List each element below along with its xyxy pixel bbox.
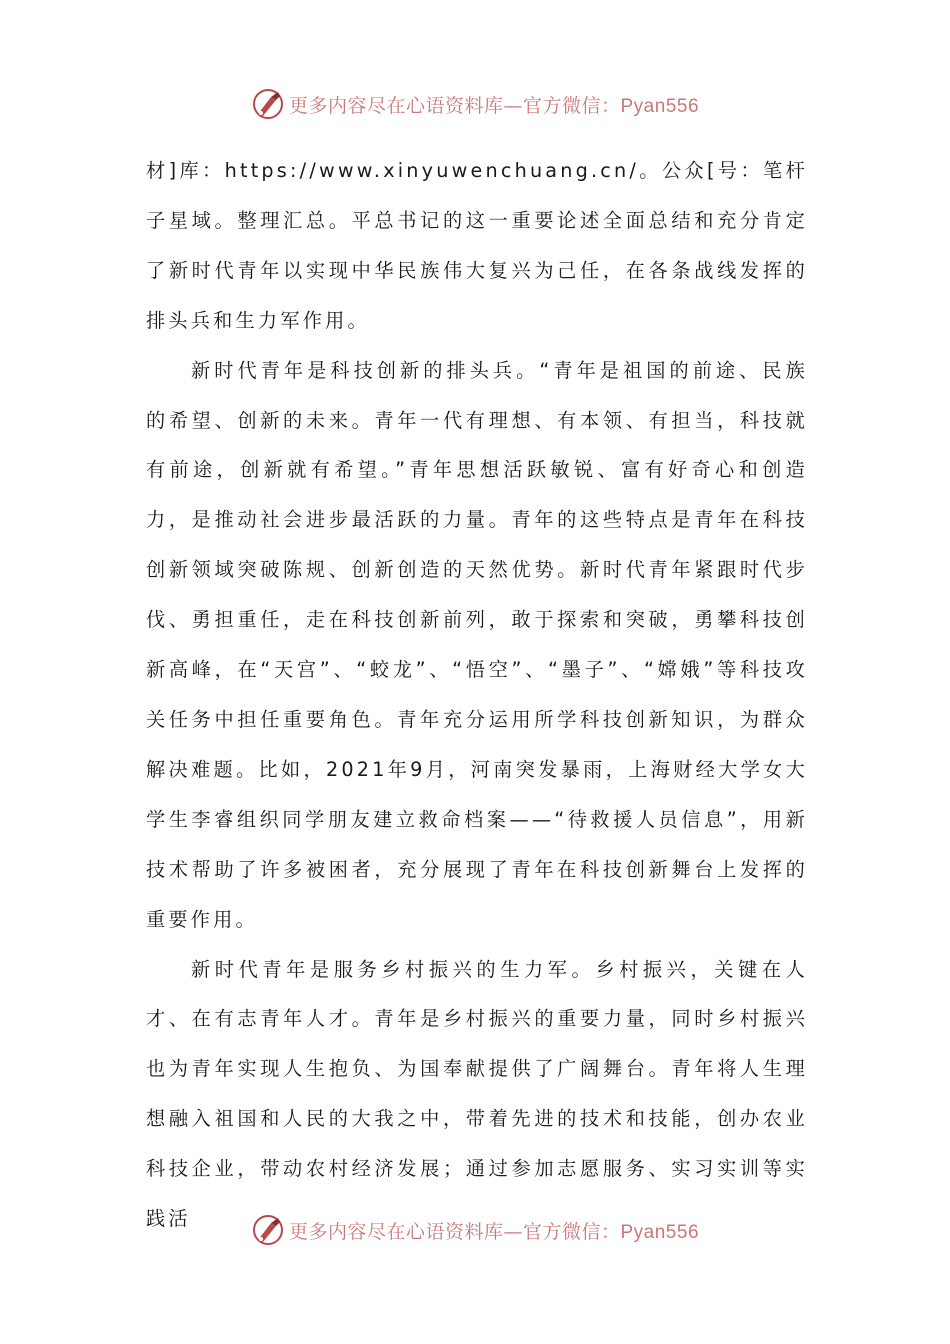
- header-banner: [0, 84, 950, 124]
- banner-text: 更多内容尽在心语资料库—官方微信：Pyan556: [288, 1220, 700, 1243]
- document-body: [146, 146, 808, 1244]
- paragraph-3: 新时代青年是服务乡村振兴的生力军。乡村振兴，关键在人才、在有志青年人才。青年是乡村振兴的重要力量，同时乡村振兴也为青年实现人生抱负、为国奉献提供了广阔舞台。青年将人生理想融入祖国和人民的大我之中，带着先进的技术和技能，创办农业科技企业，带动农村经济发展；通过参加志愿服务、实习实训等实践活: [146, 957, 808, 1231]
- pen-nib-icon: [251, 1213, 285, 1247]
- paragraph-2: 新时代青年是科技创新的排头兵。“青年是祖国的前途、民族的希望、创新的未来。青年一代有理想、有本领、有担当，科技就有前途，创新就有希望。”青年思想活跃敏锐、富有好奇心和创造力，是推动社会进步最活跃的力量。青年的这些特点是青年在科技创新领域突破陈规、创新创造的天然优势。新时代青年紧跟时代步伐、勇担重任，走在科技创新前列，敢于探索和突破，勇攀科技创新高峰，在“天宫”、“蛟龙”、“悟空”、“墨子”、“嫦娥”等科技攻关任务中担任重要角色。青年充分运用所学科技创新知识，为群众解决难题。比如，2021年9月，河南突发暴雨，上海财经大学女大学生李睿组织同学朋友建立救命档案——“待救援人员信息”，用新技术帮助了许多被困者，充分展现了青年在科技创新舞台上发挥的重要作用。: [146, 358, 808, 931]
- paragraph-1: 材]库：https://www.xinyuwenchuang.cn/。公众[号：笔杆子星域。整理汇总。平总书记的这一重要论述全面总结和充分肯定了新时代青年以实现中华民族伟大复兴为己任，在各条战线发挥的排头兵和生力军作用。: [146, 159, 808, 332]
- wechat-id: Pyan556: [620, 1221, 700, 1243]
- wechat-id: Pyan556: [620, 95, 700, 117]
- banner-text: 更多内容尽在心语资料库—官方微信：Pyan556: [288, 94, 700, 117]
- pen-nib-icon: [251, 87, 285, 121]
- footer-banner: [0, 1210, 950, 1250]
